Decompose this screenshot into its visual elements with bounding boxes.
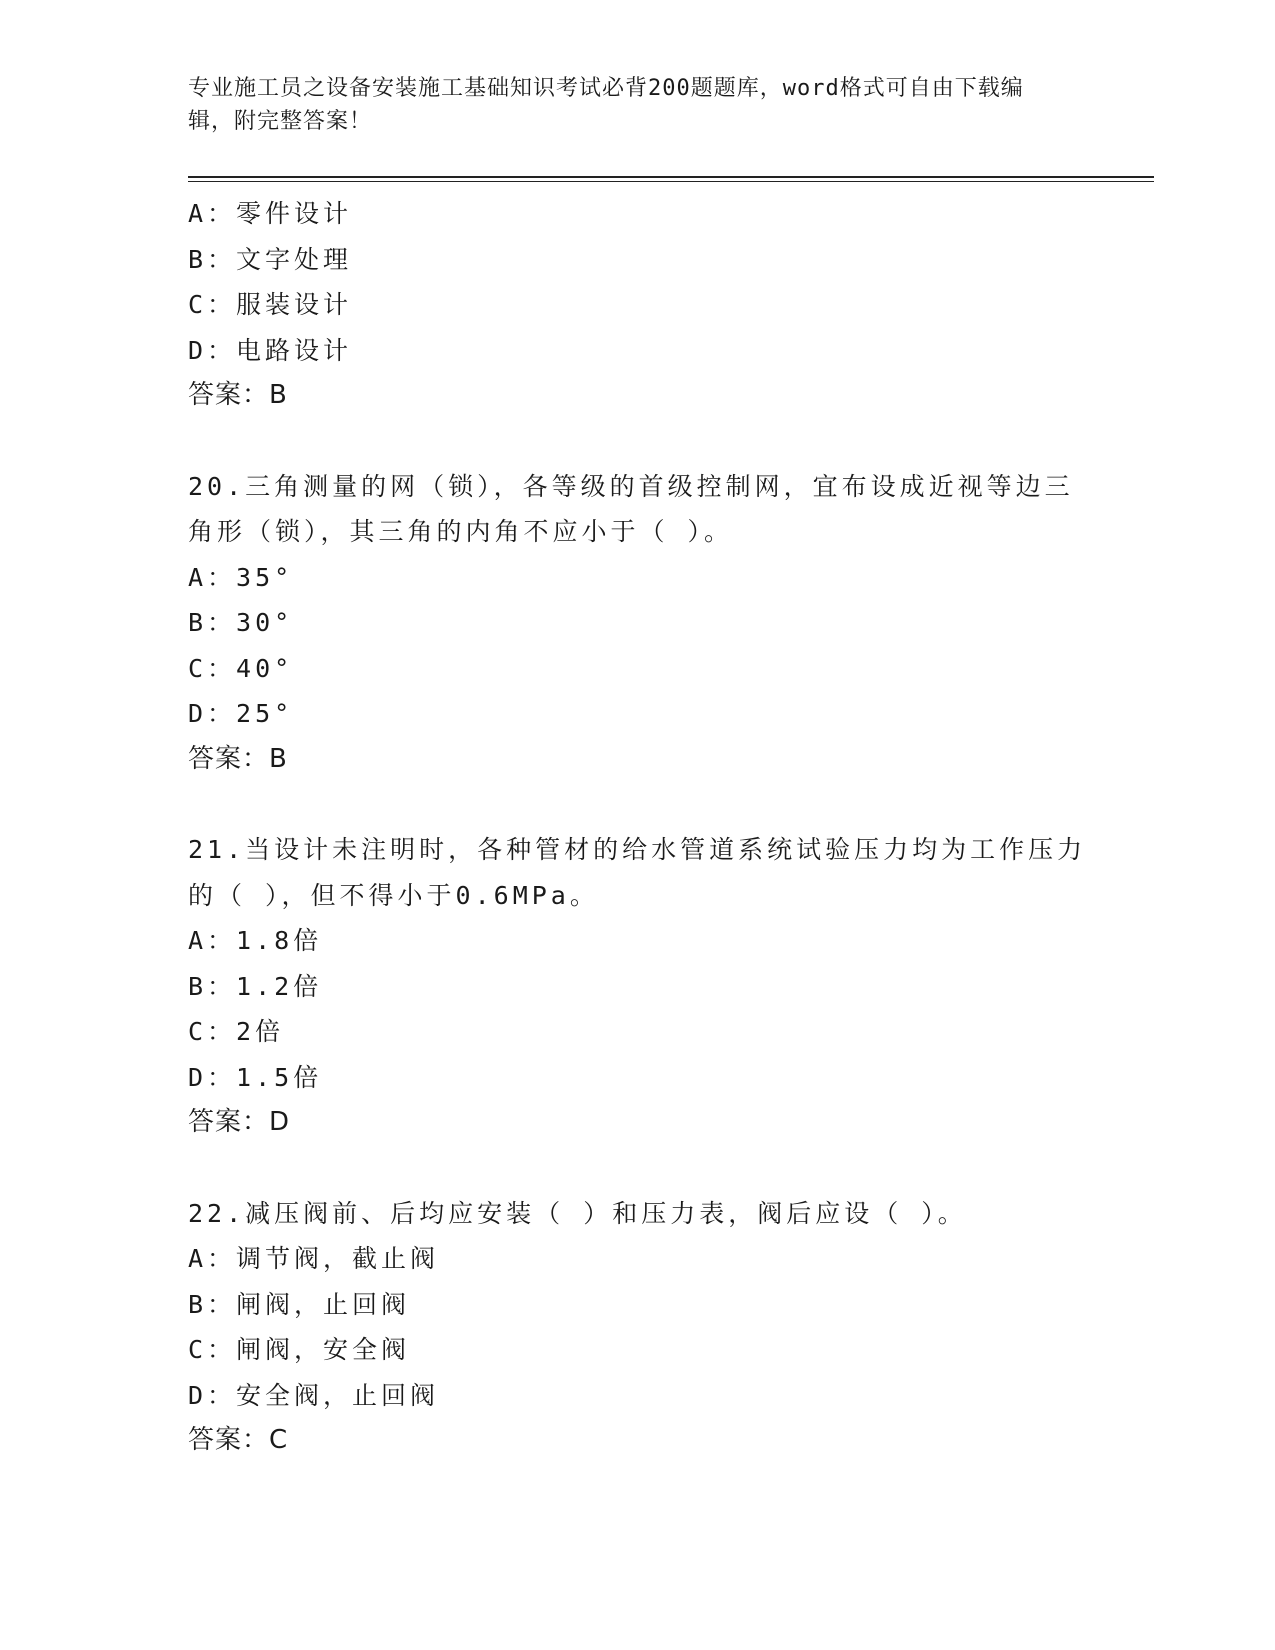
header-divider-thin: [188, 181, 1154, 182]
question-text: 22.减压阀前、后均应安装（ ）和压力表，阀后应设（ ）。: [188, 1198, 967, 1228]
spacer: [188, 419, 1088, 464]
option-c: C：闸阀，安全阀: [188, 1335, 411, 1364]
option-a: A：零件设计: [188, 199, 353, 228]
option-d: D：电路设计: [188, 335, 353, 365]
option-d: D：25°: [188, 699, 294, 728]
spacer: [188, 782, 1088, 827]
prev-question-block: [188, 191, 1088, 419]
question-block-20: [188, 464, 1088, 783]
question-text: 21.当设计未注明时，各种管材的给水管道系统试验压力均为工作压力的（ ），但不得小于0.6MPa。: [188, 835, 1087, 910]
option-c: C：40°: [188, 653, 294, 683]
question-block-21: [188, 827, 1088, 1146]
option-d: D：安全阀，止回阀: [188, 1380, 440, 1410]
option-b: B：闸阀，止回阀: [188, 1289, 411, 1319]
document-body: [188, 191, 1088, 1464]
option-c: C：2倍: [188, 1017, 285, 1046]
answer-line: 答案：D: [188, 1107, 291, 1137]
option-b: B：1.2倍: [188, 971, 323, 1001]
answer-line: 答案：B: [188, 380, 288, 410]
option-a: A：35°: [188, 562, 294, 592]
option-b: B：30°: [188, 608, 294, 637]
answer-line: 答案：B: [188, 743, 288, 774]
option-c: C：服装设计: [188, 290, 353, 319]
header-divider: [188, 176, 1154, 178]
spacer: [188, 1146, 1088, 1191]
option-a: A：1.8倍: [188, 926, 323, 955]
question-block-22: [188, 1191, 1088, 1464]
option-d: D：1.5倍: [188, 1062, 323, 1092]
page-header: 专业施工员之设备安装施工基础知识考试必背200题题库，word格式可自由下载编辑，附完整答案！: [188, 76, 1024, 134]
option-a: A：调节阀，截止阀: [188, 1244, 440, 1273]
question-text: 20.三角测量的网（锁），各等级的首级控制网，宜布设成近视等边三角形（锁），其三角的内角不应小于（ ）。: [188, 471, 1074, 546]
option-b: B：文字处理: [188, 244, 353, 274]
answer-line: 答案：C: [188, 1425, 289, 1455]
